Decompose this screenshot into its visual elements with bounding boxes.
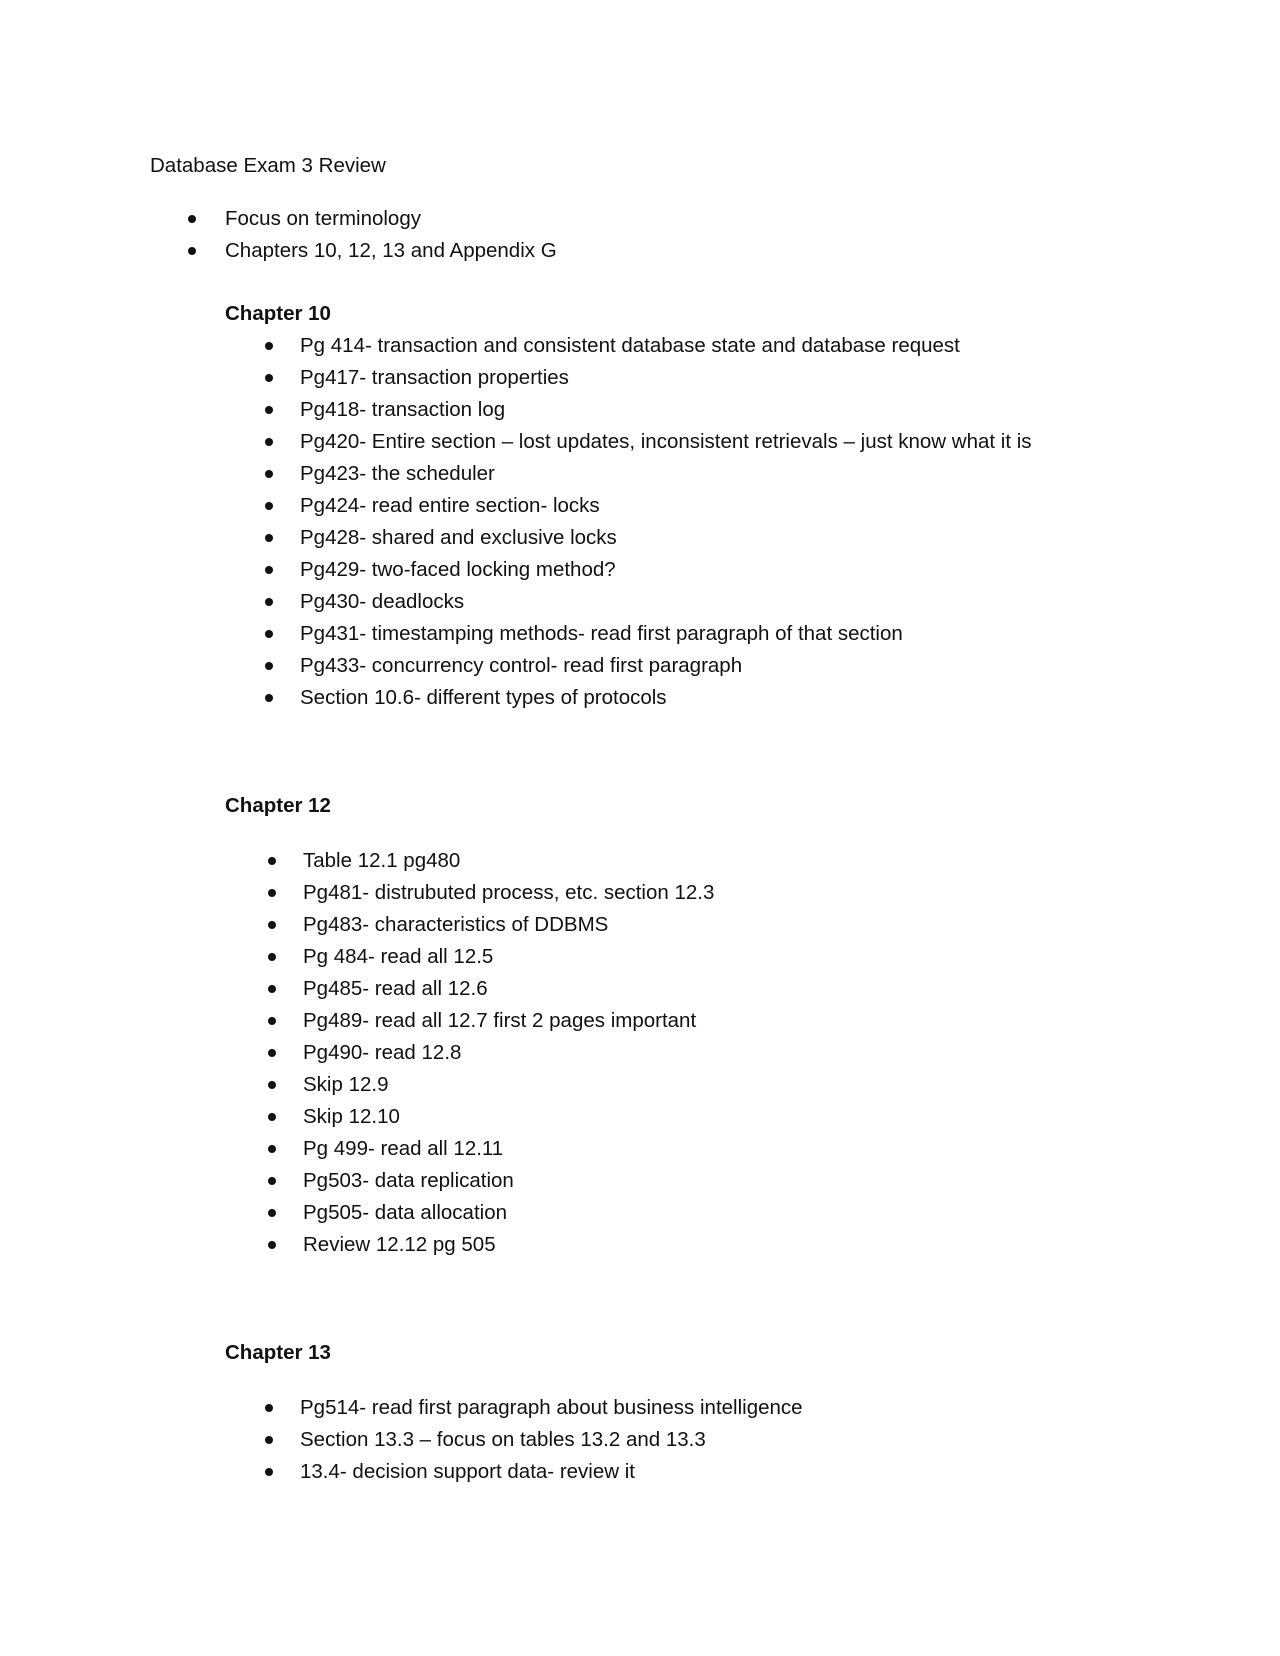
- bullet-icon: [265, 630, 273, 638]
- bullet-icon: [268, 1049, 276, 1057]
- list-item-text: Pg418- transaction log: [300, 398, 506, 421]
- list-item-text: Pg 484- read all 12.5: [303, 945, 494, 968]
- chapter-12-list: [303, 845, 714, 1261]
- list-item-text: Pg423- the scheduler: [300, 462, 495, 485]
- list-item: [303, 1101, 714, 1133]
- chapter-10-heading: Chapter 10: [225, 302, 331, 325]
- bullet-icon: [268, 1209, 276, 1217]
- list-item-text: Pg481- distrubuted process, etc. section 12.3: [303, 881, 715, 904]
- bullet-icon: [268, 1241, 276, 1249]
- bullet-icon: [265, 342, 273, 350]
- bullet-icon: [265, 662, 273, 670]
- list-item: [300, 490, 1032, 522]
- list-item: [300, 426, 1032, 458]
- list-item: [300, 330, 1032, 362]
- bullet-icon: [265, 694, 273, 702]
- list-item-text: Pg485- read all 12.6: [303, 977, 488, 1000]
- list-item: [303, 941, 714, 973]
- list-item-text: Pg417- transaction properties: [300, 366, 569, 389]
- bullet-icon: [265, 470, 273, 478]
- bullet-icon: [268, 1017, 276, 1025]
- bullet-icon: [265, 1436, 273, 1444]
- bullet-icon: [268, 1113, 276, 1121]
- document-title: Database Exam 3 Review: [150, 154, 386, 177]
- list-item-text: Pg505- data allocation: [303, 1201, 508, 1224]
- list-item-text: Pg420- Entire section – lost updates, inconsistent retrievals – just know what it is: [300, 430, 1032, 453]
- list-item-text: Pg 499- read all 12.11: [303, 1137, 504, 1160]
- list-item: [300, 1424, 803, 1456]
- list-item-text: Pg503- data replication: [303, 1169, 514, 1192]
- list-item: [300, 554, 1032, 586]
- list-item: [300, 394, 1032, 426]
- list-item-text: Table 12.1 pg480: [303, 849, 461, 872]
- list-item: [303, 1197, 714, 1229]
- list-item: [303, 1037, 714, 1069]
- list-item-text: Pg429- two-faced locking method?: [300, 558, 616, 581]
- list-item-text: Pg490- read 12.8: [303, 1041, 462, 1064]
- list-item-text: Pg489- read all 12.7 first 2 pages important: [303, 1009, 697, 1032]
- list-item-text: Pg430- deadlocks: [300, 590, 465, 613]
- list-item-text: Focus on terminology: [225, 207, 421, 230]
- list-item-text: Pg483- characteristics of DDBMS: [303, 913, 609, 936]
- bullet-icon: [265, 406, 273, 414]
- bullet-icon: [265, 374, 273, 382]
- list-item-text: Chapters 10, 12, 13 and Appendix G: [225, 239, 557, 262]
- list-item-text: Review 12.12 pg 505: [303, 1233, 496, 1256]
- list-item-text: Skip 12.9: [303, 1073, 389, 1096]
- list-item-text: Skip 12.10: [303, 1105, 400, 1128]
- list-item: [300, 1392, 803, 1424]
- bullet-icon: [268, 985, 276, 993]
- bullet-icon: [188, 247, 196, 255]
- chapter-13-list: [300, 1392, 803, 1488]
- bullet-icon: [268, 1177, 276, 1185]
- list-item-text: Section 13.3 – focus on tables 13.2 and 13.3: [300, 1428, 706, 1451]
- list-item-text: 13.4- decision support data- review it: [300, 1460, 636, 1483]
- bullet-icon: [265, 598, 273, 606]
- list-item: [303, 909, 714, 941]
- bullet-icon: [265, 534, 273, 542]
- bullet-icon: [265, 502, 273, 510]
- list-item: [300, 586, 1032, 618]
- intro-bullet-list: [225, 203, 557, 267]
- chapter-13-heading: Chapter 13: [225, 1341, 331, 1364]
- list-item: [303, 845, 714, 877]
- list-item: [303, 1165, 714, 1197]
- list-item: [300, 458, 1032, 490]
- list-item-text: Pg424- read entire section- locks: [300, 494, 600, 517]
- list-item: [225, 203, 557, 235]
- list-item: [303, 1005, 714, 1037]
- list-item: [300, 1456, 803, 1488]
- bullet-icon: [268, 1145, 276, 1153]
- list-item-text: Pg433- concurrency control- read first paragraph: [300, 654, 743, 677]
- bullet-icon: [265, 1468, 273, 1476]
- chapter-12-heading: Chapter 12: [225, 794, 331, 817]
- list-item: [300, 522, 1032, 554]
- list-item: [303, 1069, 714, 1101]
- bullet-icon: [265, 566, 273, 574]
- list-item: [303, 877, 714, 909]
- bullet-icon: [268, 857, 276, 865]
- list-item: [300, 682, 1032, 714]
- bullet-icon: [265, 1404, 273, 1412]
- chapter-10-list: [300, 330, 1032, 714]
- bullet-icon: [268, 889, 276, 897]
- list-item-text: Pg514- read first paragraph about business intelligence: [300, 1396, 803, 1419]
- list-item-text: Section 10.6- different types of protocols: [300, 686, 667, 709]
- list-item-text: Pg 414- transaction and consistent database state and database request: [300, 334, 960, 357]
- list-item: [300, 618, 1032, 650]
- list-item: [303, 973, 714, 1005]
- list-item: [225, 235, 557, 267]
- list-item: [303, 1229, 714, 1261]
- list-item-text: Pg428- shared and exclusive locks: [300, 526, 617, 549]
- bullet-icon: [188, 215, 196, 223]
- bullet-icon: [268, 953, 276, 961]
- bullet-icon: [265, 438, 273, 446]
- list-item: [303, 1133, 714, 1165]
- bullet-icon: [268, 921, 276, 929]
- bullet-icon: [268, 1081, 276, 1089]
- list-item: [300, 650, 1032, 682]
- list-item-text: Pg431- timestamping methods- read first paragraph of that section: [300, 622, 903, 645]
- list-item: [300, 362, 1032, 394]
